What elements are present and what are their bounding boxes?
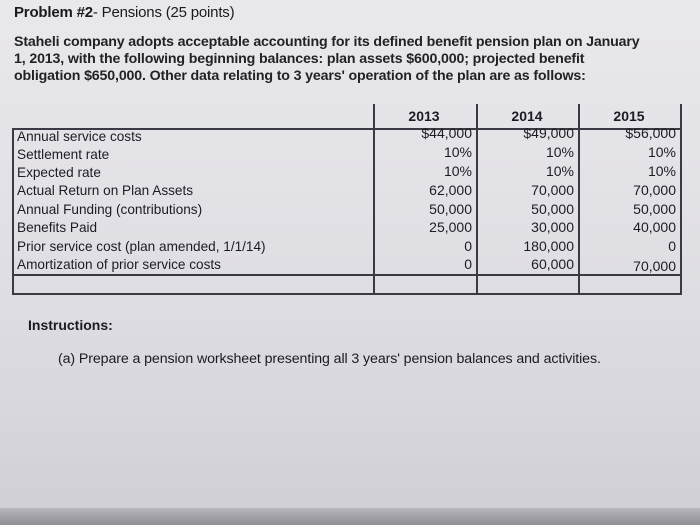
problem-title bbox=[14, 4, 234, 21]
description-line: 1, 2013, with the following beginning balances: plan assets $600,000; projected benefit bbox=[14, 51, 585, 67]
value-2015: 10% bbox=[647, 163, 676, 179]
value-2013: $44,000 bbox=[421, 125, 472, 141]
value-2015: 0 bbox=[668, 238, 676, 254]
value-2015: 40,000 bbox=[633, 219, 676, 235]
row-label: Prior service cost (plan amended, 1/1/14) bbox=[17, 239, 266, 254]
row-label: Annual service costs bbox=[17, 129, 142, 144]
row-label: Actual Return on Plan Assets bbox=[17, 183, 194, 198]
value-2014: 10% bbox=[545, 163, 574, 179]
value-2013: 50,000 bbox=[429, 201, 472, 217]
value-2014: 50,000 bbox=[531, 201, 574, 217]
problem-description bbox=[14, 34, 686, 85]
value-2014: 180,000 bbox=[523, 238, 574, 254]
value-2013: 10% bbox=[443, 144, 472, 160]
value-2015: $56,000 bbox=[625, 125, 676, 141]
table-rule bbox=[680, 104, 682, 294]
value-2014: 30,000 bbox=[531, 219, 574, 235]
value-2015: 50,000 bbox=[633, 201, 676, 217]
value-2013: 0 bbox=[464, 238, 472, 254]
value-2014: 60,000 bbox=[531, 256, 574, 272]
row-label: Amortization of prior service costs bbox=[17, 257, 221, 272]
value-2013: 10% bbox=[443, 163, 472, 179]
problem-subtitle: - Pensions (25 points) bbox=[92, 4, 235, 21]
row-label: Benefits Paid bbox=[17, 220, 98, 235]
instruction-item: (a) Prepare a pension worksheet presenting all 3 years' pension balances and activities. bbox=[58, 351, 601, 367]
row-label: Expected rate bbox=[17, 165, 101, 180]
value-2015: 70,000 bbox=[633, 182, 676, 198]
value-2014: 10% bbox=[545, 144, 574, 160]
value-2015: 10% bbox=[647, 144, 676, 160]
year-header: 2015 bbox=[613, 108, 645, 124]
value-2013: 25,000 bbox=[429, 219, 472, 235]
table-rule bbox=[12, 293, 682, 295]
table-rule bbox=[12, 128, 14, 294]
problem-number: Problem #2 bbox=[14, 4, 93, 21]
value-2014: 70,000 bbox=[531, 182, 574, 198]
value-2013: 0 bbox=[464, 256, 472, 272]
plan-data-table bbox=[12, 104, 682, 294]
row-label: Settlement rate bbox=[17, 147, 110, 162]
value-2013: 62,000 bbox=[429, 182, 472, 198]
year-header: 2013 bbox=[408, 108, 440, 124]
description-line: Staheli company adopts acceptable accounting for its defined benefit pension plan on January bbox=[14, 34, 640, 50]
row-label: Annual Funding (contributions) bbox=[17, 202, 203, 217]
description-line: obligation $650,000. Other data relating to 3 years' operation of the plan are as follows: bbox=[14, 68, 586, 84]
instructions-heading: Instructions: bbox=[28, 317, 113, 333]
photo-bottom-edge bbox=[0, 508, 700, 525]
value-2014: $49,000 bbox=[523, 125, 574, 141]
value-2015: 70,000 bbox=[633, 258, 676, 274]
year-header: 2014 bbox=[511, 108, 543, 124]
